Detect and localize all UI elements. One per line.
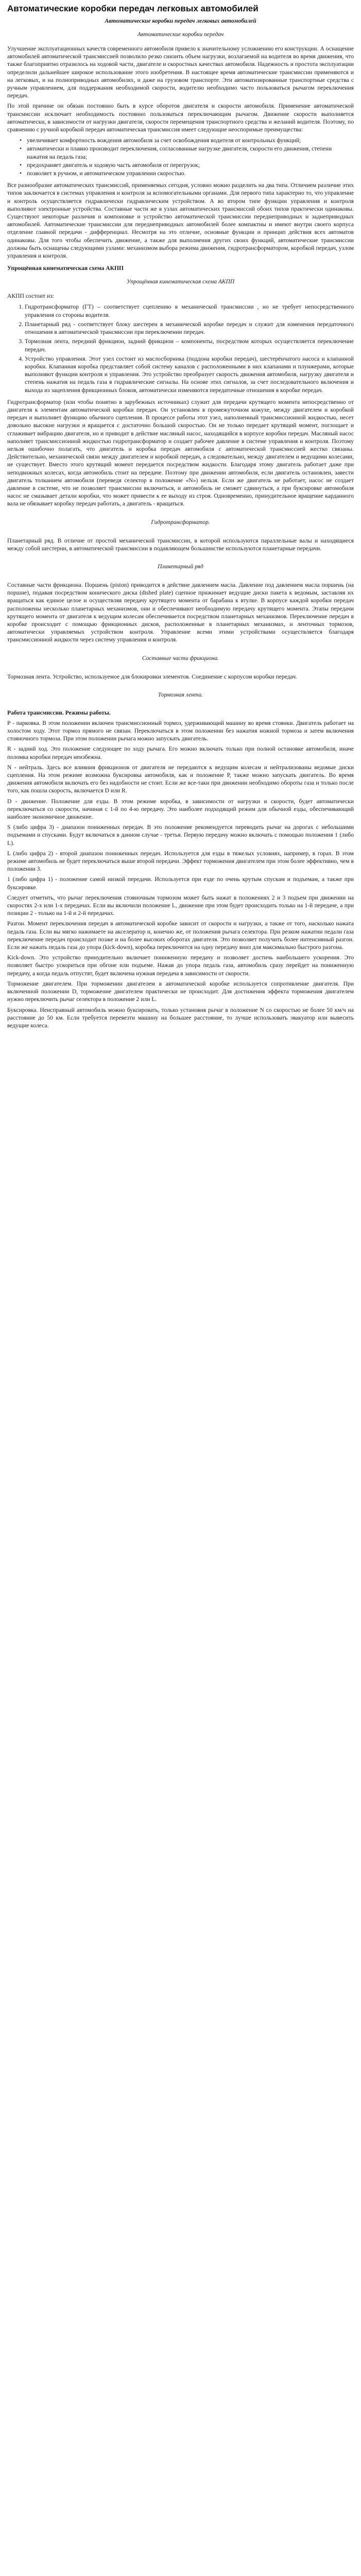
component-item: 4. Устройство управления. Этот узел состоит из маслосборника (поддона коробки передач), шестерёнчатого насоса и клапанной коробки. Клапанная коробка представляет собой систему каналов с расположенными в них клапанами и плунжерами, которые выполняют функции контроля и управления. Это устройство преобразует скорость движения автомобиля, нагрузку двигателя и степень нажатия на педаль газа в гидравлические сигналы. На основе этих сигналов, за счет последовательного включения и выхода из зацепления фрикционных блоков, автоматически изменяются передаточные отношения в коробке передач. <box>25 355 354 394</box>
caption-clutch-parts: Составные части фрикциона. <box>142 655 219 662</box>
mode-paragraph: N - нейтраль. Здесь все влияния фрикционов от двигателя не передаются к ведущим колесам и нейтрализованы ведомые диски сцепления. На этом режиме возможна буксировка автомобиля, как и положение Р, также можно запускать двигатель. Во время движения автомобиля включать его без надобности не стоит. Если же все-таки при движении необходимо обороты газа и только после того, как пошла скорость, включается D или R. <box>7 764 354 794</box>
section-heading-akpp: Автоматические коробки передач <box>137 31 224 38</box>
caption-brake-band: Тормозная лента. <box>158 691 203 698</box>
component-item: 2. Планетарный ряд - соответствует блоку шестерен в механической коробке передач и служит для изменения передаточного отношения в автоматической трансмиссии при переключении передач. <box>25 320 354 336</box>
advantage-item: • позволяет в ручном, и автоматическом управлении скоростью. <box>27 170 354 177</box>
kinematic-scheme-heading: Упрощённая кинематическая схема АКПП <box>7 265 124 272</box>
component-item: 1. Гидротрансформатор (ГТ) – соответствует сцеплению в механической трансмиссии , но не требует непосредственного управления со стороны водителя. <box>25 303 354 318</box>
mode-paragraph: 1 (либо цифра 1) - положение самой низкой передачи. Используется при езде по очень крутым спускам и подъемам, а также при буксировке. <box>7 876 354 891</box>
mode-paragraph: Буксировка. Неисправный автомобиль можно буксировать, только установив рычаг в положение N со скоростью не более 50 км/ч на расстояние до 50 км. Если требуется перевезти машину на большее расстояние, то лучше использовать эвакуатор или вывесить ведущие колеса. <box>7 1006 354 1029</box>
mode-paragraph: D - движение. Положение для езды. В этом режиме коробка, в зависимости от нагрузки и скорости, будет автоматически переключаться со скорости, начиная с 1-й по 4-ю передачу. Это наиболее подходящий режим для обычной езды, обеспечивающий наиболее экономичное движение. <box>7 798 354 821</box>
caption-torque-converter: Гидротрансформатор. <box>151 519 210 526</box>
kinematic-scheme-caption: Упрощённая кинематическая схема АКПП <box>126 279 235 285</box>
modes-heading: Работа трансмиссии. Режимы работы. <box>7 709 111 716</box>
body-paragraph: Тормозная лента. Устройство, используемое для блокировки элементов. Соединение с корпусом коробки передач. <box>7 673 297 680</box>
body-paragraph: Все разнообразие автоматических трансмиссий, применяемых сегодня, условно можно разделить на два типа. Отличием различие этих типов заключается в системах управления и контроля за вспомогательными органами. Для первого типа характерно то, что управление и контроль осуществляется гидравлически гидравлическим устройством. А во втором типе функции управления и контроля выполняют электронные устройства. Составные части же в узлах автоматических трансмиссий обоих типов практически одинаковы. Существуют некоторые различия и компоновке и устройство автоматической трансмиссии переднеприводных и заднеприводных автомобилей. Автоматические трансмиссии для переднеприводных автомобилей более компактны и имеют внутри своего корпуса отделение главной передачи - дифференциал. Несмотря на это отличие, основные функции и принцип действия всех автоматов одинаковы. Для того чтобы обеспечить движение, а также для выполнения других своих функций, автоматические трансмиссии должны быть оснащены следующими узлами: механизмом выбора режима движения, гидротрансформатором, коробкой передач, узлом управления и контроля. <box>7 182 354 260</box>
mode-paragraph: Kick-down. Это устройство принудительно включает пониженную передачу и позволяет достичь наибольшего ускорения. Это позволяет быстро ускориться при обгоне или подъеме. Нажав до упора педаль газа, автомобиль сразу перейдет на пониженную передачу, а когда педаль отпустят, будет включена нужная передача в зависимости от скорости. <box>7 954 354 977</box>
mode-paragraph: R - задний ход. Это положение следующее по ходу рычага. Его можно включать только при полной остановке автомобиля, иначе поломка коробки передач неизбежна. <box>7 745 354 760</box>
mode-paragraph: Торможение двигателем. При торможении двигателем в автоматической коробке используется сопротивление двигателя. При включенной положении D, торможение двигателем практически не происходит. Для достижения эффекта торможения двигателем нужно переключить рычаг селектора в положение 2 или L. <box>7 980 354 1003</box>
intro-paragraph: По этой причине он обязан постоянно быть в курсе оборотов двигателя и скорости автомобиля. Применение автоматической трансмиссии исключает необходимость постоянно пользоваться переключающим рычагом. Движение скорости выполняется автоматически, в зависимости от нагрузки двигателя, скорости перемещения транспортного средства и желаний водителя. Поэтому, по сравнению с ручной коробкой передач автоматическая трансмиссия имеет следующие неоспоримые преимущества: <box>7 103 354 133</box>
components-list <box>7 303 354 394</box>
akpp-consists-label: АКПП состоит из: <box>7 293 55 300</box>
document-page <box>0 0 361 1037</box>
page-title: Автоматические коробки передач легковых автомобилей <box>7 4 259 13</box>
mode-paragraph: Разгон. Момент переключения передач в автоматической коробке зависит от скорости и нагрузки, а также от того, насколько нажата педаль газа. Если вы мягко нажимаете на акселератор и, конечно же, от положения рычага селектора. При резком нажатии педали газа переключение передач происходит позже и на более высоких оборотах двигателя. Это позволяет получить более интенсивный разгон. Если же нажать педаль газа до упора (kick-down), коробка переключится на одну передачу вниз для максимально быстрого разгона. <box>7 920 354 951</box>
article-subtitle: Автоматические коробки передач легковых автомобилей <box>105 18 256 24</box>
caption-planetary-gear: Планетарный ряд <box>158 563 203 570</box>
advantage-item: • автоматически и плавно производит переключения, согласованные нагрузке двигателя, скорости его движения, степени нажатия на педаль газа; <box>27 145 354 160</box>
mode-paragraph: S (либо цифра 3) - диапазон пониженных передач. В это положение рекомендуется переводить рычаг на дорогах с небольшими подъемами и спусками. Будут включаться в данном случае - третья. Первую передачу можно включать с помощью положения 1 (либо L). <box>7 824 354 846</box>
body-paragraph: Гидротрансформатор (или чтобы понятно в зарубежных источниках) служит для передачи крутящего момента непосредственно от двигателя к элементам автоматической коробки передач. Он установлен в промежуточном кожухе, между двигателем и коробкой передач и выполняет функцию обычного сцепления. В процессе работы этот узел, наполненный трансмиссионной жидкостью, несет довольно высокие нагрузки и вращается с достаточно большой скоростью. Он не только передает крутящий момент, поглощает и сглаживает вибрацию двигателя, но и приводит в действие масляный насос, находящийся в корпусе коробки передач. Масляный насос наполняет трансмиссионной жидкостью гидротрансформатор и создает рабочее давление в системе управления и контроля. Поэтому нельзя ошибочно полагать, что двигатель и коробка передач автомобиля с автоматической трансмиссией жестко связаны. Действительно, механической связи между двигателем и коробкой передач, а следовательно, между двигателем и ведущими колесами, не существует. Вместо этого крутящий момент передается посредством жидкости. Благодаря этому двигатель работает даже при неподвижных колесах, когда автомобиль стоит на передаче. Поэтому при движении автомобиля, если двигатель остановлен, завести двигатель толканием автомобиля (переведя селектор в положение «N») нельзя. Если же двигатель не работает, насос не создает давление в системе, что не позволяет трансмиссии включиться, и автомобиль не сможет сдвинуться, а при буксировке автомобиля насос не смазывает детали коробки, что может привести к ее выходу из строя. Одновременно, принудительное вращение карданного вала не обязывает коробку передач работать, а двигатель - вращаться. <box>7 398 354 507</box>
component-item: 3. Тормозная лента, передний фрикцион, задний фрикцион – компоненты, посредством которых осуществляется переключение передач. <box>25 337 354 353</box>
advantage-item: • предохраняет двигатель и ходовую часть автомобиля от перегрузок; <box>27 161 354 169</box>
mode-paragraph: Следует отметить, что рычаг переключения стояночным тормозом может быть нажат в положениях 2 и 3 подъем при движении на скоростях 2-х или 1-х передачах. Если вы включили положение L, движение при этом будет происходить только на 1-й передаче, а при позиции 2 - только на 1-й и 2-й передачах. <box>7 894 354 917</box>
advantages-list <box>7 137 354 177</box>
body-paragraph: Составные части фрикциона. Поршень (piston) приводится в действие давлением масла. Давление под давлением масла поршень (на поршне), подавая посредством конического диска (dished plate) сцепное прижимает ведущие диски пакета к ведомым, заставляя их вращаться как единое целое и осуществляя передачу крутящего момента от барабана к втулке. В корпусе каждой коробки передач расположены несколько планетарных механизмов, они и обеспечивают необходимую передачу крутящего момента. Этапы передачи крутящего момента от двигателя к ведущим колесам обеспечивается посредством планетарных механизмов. Переключение передач в коробке происходит с помощью фрикционных дисков, расположенные в планетарных механизмах, и ленточных тормозов, автоматически управляемых устройством контроля. Управление всеми этими устройствами осуществляется благодаря трансмиссионной жидкости через систему управления и контроля. <box>7 581 354 643</box>
mode-paragraph: L (либо цифра 2) - второй диапазон пониженных передач. Используется для езды в тяжелых условиях, например, в горах. В этом режиме автомобиль не будет переключаться выше второй передачи. Эффект торможения двигателем при этом более эффективно, чем в положении 3. <box>7 850 354 873</box>
mode-paragraph: Р - парковка. В этом положении включен трансмиссионный тормоз, удерживающий машину во время стоянки. Двигатель работает на холостом ходу. Этот тормоз прямого не связан. Переключаться в этом положении без нажатия ножной тормоза и затем включения стояночного тормоза. При этом положении рычага можно запускать двигатель. <box>7 719 354 742</box>
body-paragraph: Планетарный ряд. В отличие от простой механической трансмиссии, в которой используются параллельные валы и находящиеся между собой шестерни, в автоматической трансмиссии в подавляющем большинстве используются планетарные передачи. <box>7 537 354 552</box>
intro-paragraph: Улучшение эксплуатационных качеств современного автомобиля привело к значительному усложнению его конструкции. А оснащение автомобилей автоматической трансмиссией позволило резко снизить объем нагрузки, возлагаемой на водителя во время движения, что также благоприятно отразилось на ходовой части, двигателе и скоростных качествах автомобиля. Надежность и простота эксплуатации определили дальнейшее широкое использование этого изобретения. В настоящее время автоматические трансмиссии применяются и на легковых, и на полноприводных автомобилях, и даже на грузовом транспорте. Эти автоматизированные транспортные средства с ручным управлением, для поддержания необходимой скорости, водителю необходимо часто пользоваться рычагом переключения передач. <box>7 45 354 99</box>
advantage-item: • увеличивает комфортность вождения автомобиля за счет освобождения водителя от контрольных функций; <box>27 137 354 144</box>
